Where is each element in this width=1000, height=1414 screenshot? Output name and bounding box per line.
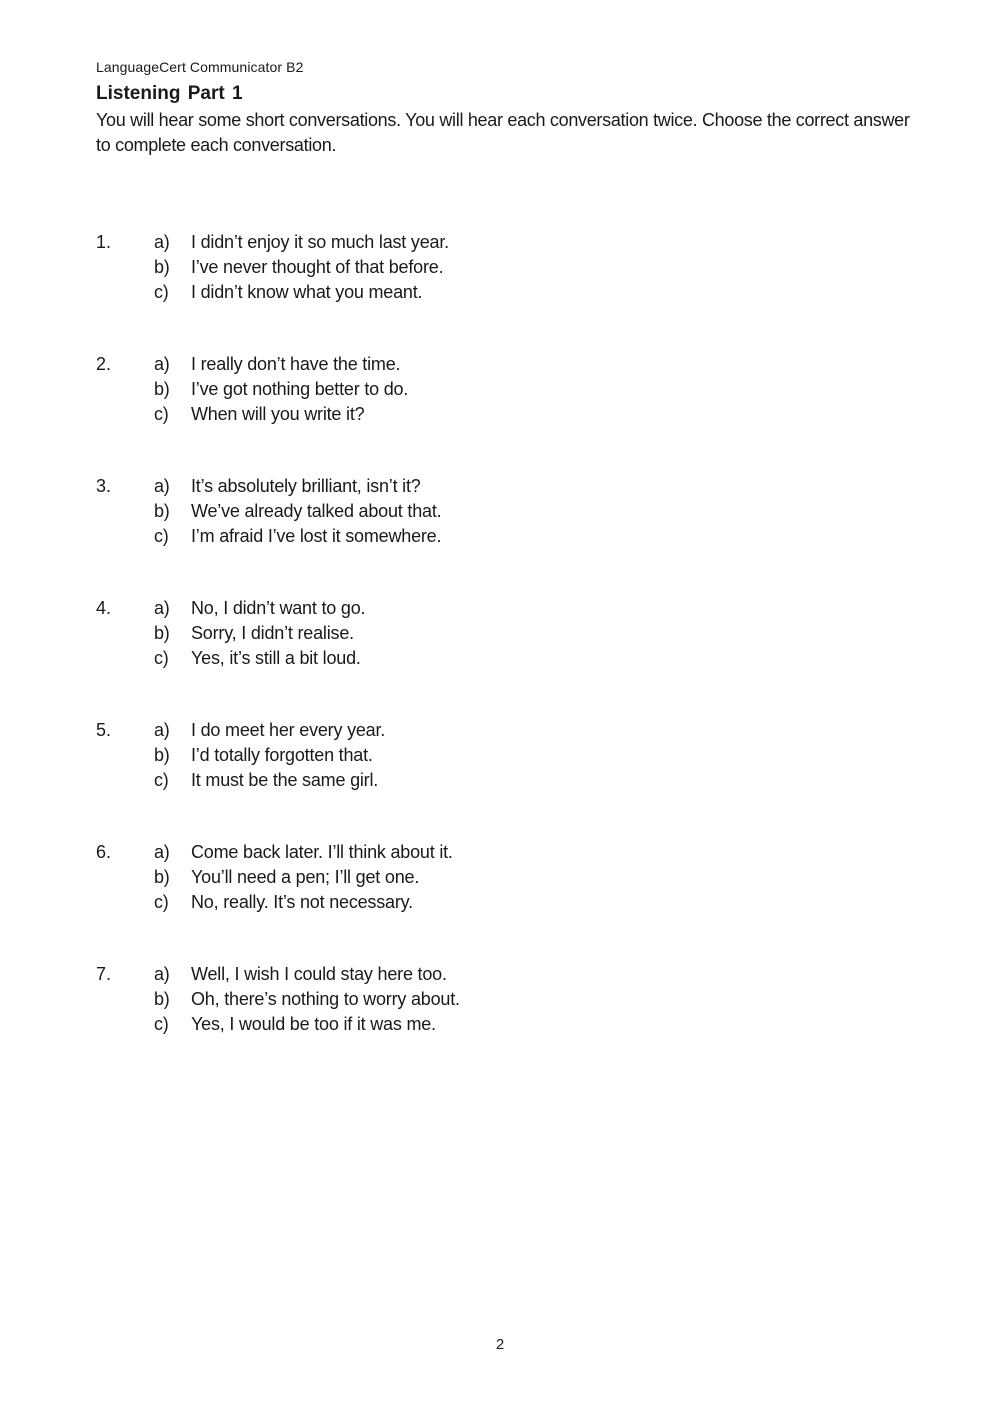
option-c[interactable] [154,524,441,549]
option-a[interactable] [154,962,447,987]
option-a[interactable] [154,840,453,865]
option-c[interactable] [154,890,413,915]
option-c[interactable] [154,280,422,305]
question-number: 5. [96,720,112,740]
option-text: I’m afraid I’ve lost it somewhere. [191,526,442,546]
option-text: Come back later. I’ll think about it. [191,842,453,862]
option-text: I do meet her every year. [191,720,386,740]
question-number: 7. [96,964,112,984]
option-letter: c) [154,770,169,790]
option-letter: c) [154,404,169,424]
option-letter: c) [154,282,169,302]
option-a[interactable] [154,718,385,743]
option-text: I didn’t enjoy it so much last year. [191,232,449,252]
option-b[interactable] [154,377,408,402]
option-text: We’ve already talked about that. [191,501,442,521]
question-number: 4. [96,598,112,618]
option-text: I really don’t have the time. [191,354,401,374]
option-text: It’s absolutely brilliant, isn’t it? [191,476,421,496]
question-number: 3. [96,476,112,496]
question-5 [96,718,896,840]
option-text: Well, I wish I could stay here too. [191,964,447,984]
option-a[interactable] [154,474,421,499]
option-letter: c) [154,648,169,668]
option-b[interactable] [154,621,354,646]
option-letter: b) [154,501,170,521]
option-text: I’d totally forgotten that. [191,745,373,765]
option-text: No, I didn’t want to go. [191,598,366,618]
option-letter: a) [154,354,170,374]
option-text: I’ve got nothing better to do. [191,379,409,399]
option-letter: a) [154,232,170,252]
option-a[interactable] [154,230,449,255]
option-letter: a) [154,842,170,862]
option-letter: a) [154,476,170,496]
option-text: Oh, there’s nothing to worry about. [191,989,460,1009]
question-7 [96,962,896,1084]
option-text: Yes, it’s still a bit loud. [191,648,361,668]
question-4 [96,596,896,718]
option-b[interactable] [154,255,443,280]
question-list [96,230,896,1084]
option-text: I didn’t know what you meant. [191,282,423,302]
option-letter: a) [154,720,170,740]
question-6 [96,840,896,962]
option-c[interactable] [154,402,364,427]
option-letter: b) [154,379,170,399]
question-number: 2. [96,354,112,374]
option-a[interactable] [154,352,400,377]
option-c[interactable] [154,1012,436,1037]
section-title: Listening Part 1 [96,83,243,104]
option-letter: a) [154,598,170,618]
option-c[interactable] [154,768,378,793]
option-a[interactable] [154,596,365,621]
question-3 [96,474,896,596]
option-text: Sorry, I didn’t realise. [191,623,354,643]
option-letter: a) [154,964,170,984]
option-letter: c) [154,1014,169,1034]
course-header: LanguageCert Communicator B2 [96,59,304,75]
option-text: I’ve never thought of that before. [191,257,444,277]
instructions-text: You will hear some short conversations. You will hear each conversation twice. Choose the correct answer to complete each conversation. [96,110,910,155]
option-text: No, really. It’s not necessary. [191,892,413,912]
option-b[interactable] [154,499,441,524]
option-text: It must be the same girl. [191,770,379,790]
option-letter: b) [154,989,170,1009]
option-b[interactable] [154,987,460,1012]
option-letter: b) [154,257,170,277]
question-2 [96,352,896,474]
option-text: You’ll need a pen; I’ll get one. [191,867,420,887]
option-letter: c) [154,526,169,546]
option-text: When will you write it? [191,404,365,424]
option-letter: b) [154,867,170,887]
question-number: 1. [96,232,112,252]
option-b[interactable] [154,743,373,768]
question-number: 6. [96,842,112,862]
option-text: Yes, I would be too if it was me. [191,1014,436,1034]
option-b[interactable] [154,865,419,890]
question-1 [96,230,896,352]
option-letter: b) [154,745,170,765]
option-c[interactable] [154,646,361,671]
option-letter: b) [154,623,170,643]
option-letter: c) [154,892,169,912]
page-number: 2 [495,1336,505,1353]
